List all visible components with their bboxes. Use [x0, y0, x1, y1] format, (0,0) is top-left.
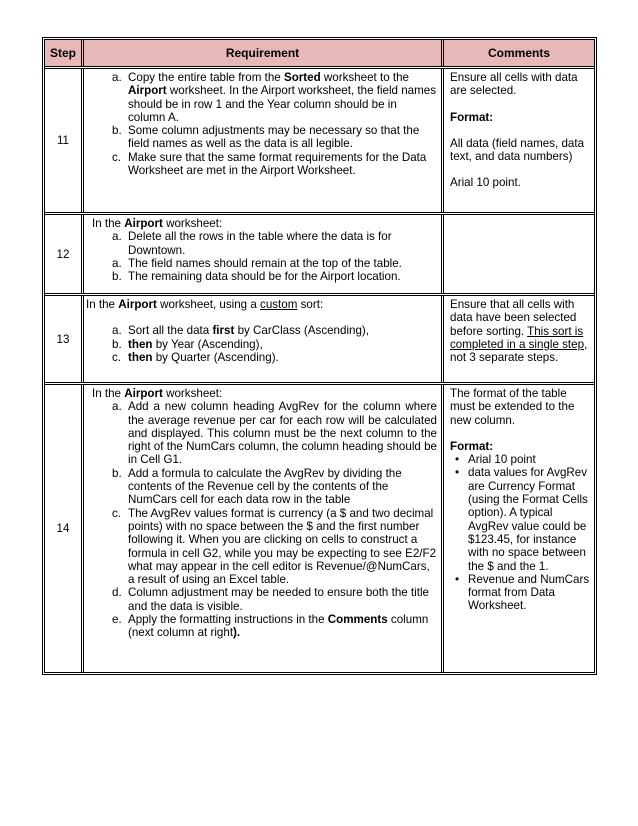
step-number: 13 [45, 296, 84, 382]
bullet-icon: • [455, 453, 460, 467]
list-item: b. Add a formula to calculate the AvgRev by dividing the contents of the Revenue cell by the contents of the NumCars cell for each data row in the table [112, 466, 402, 507]
bullet-icon: • [455, 466, 460, 480]
comment-text: All data (field names, data text, and data numbers) [450, 136, 585, 164]
comments-cell [444, 385, 594, 672]
requirement-intro: In the Airport worksheet: [92, 387, 223, 400]
comment-text: Arial 10 point. [450, 176, 521, 190]
comment-text: The format of the table must be extended to the new column. [450, 387, 575, 427]
list-item: c. then by Quarter (Ascending). [112, 350, 279, 364]
bullet-item: • data values for AvgRev are Currency Format (using the Format Cells option). A typical AvgRev value could be $123.45, for instance with no space between the $ and the 1. [455, 466, 588, 573]
bullet-item: • Arial 10 point [455, 453, 536, 467]
list-item: a. The field names should remain at the top of the table. [112, 256, 402, 270]
bullet-item: • Revenue and NumCars format from Data Worksheet. [455, 572, 590, 613]
requirements-table [42, 37, 597, 675]
requirement-intro: In the Airport worksheet: [92, 217, 223, 230]
header-comments: Comments [444, 40, 594, 66]
list-item: e. Apply the formatting instructions in the Comments column (next column at right). [112, 613, 429, 640]
list-item: a. Delete all the rows in the table where the data is for Downtown. [112, 230, 392, 257]
list-item: a. Copy the entire table from the Sorted worksheet to the Airport worksheet. In the Airport worksheet, the field names should be in row 1 and the Year column should be in column A. [112, 71, 437, 124]
table-header-row [45, 40, 594, 69]
comment-text: Ensure all cells with data are selected. [450, 71, 578, 98]
list-item: a. Sort all the data first by CarClass (Ascending), [112, 324, 370, 338]
format-label: Format: [450, 439, 494, 453]
list-item: a. Add a new column heading AvgRev for the column where the average revenue per car for each row will be calculated and displayed. This column must be the next column to the right of the NumCars column, the column heading should be in Cell G1. [112, 400, 437, 467]
format-label: Format: [450, 110, 494, 124]
requirement-cell [84, 215, 444, 293]
comment-text: Ensure that all cells with data have been selected before sorting. This sort is completed in a single step, not 3 separate steps. [450, 298, 588, 365]
list-item: b. The remaining data should be for the Airport location. [112, 270, 401, 284]
bullet-icon: • [455, 572, 460, 586]
comments-cell-empty [444, 215, 594, 293]
requirement-cell [84, 69, 444, 212]
list-item: b. then by Year (Ascending), [112, 337, 263, 351]
requirement-cell [84, 385, 444, 672]
requirement-cell [84, 296, 444, 382]
requirement-intro: In the Airport worksheet, using a custom sort: [86, 298, 324, 311]
step-number: 12 [45, 215, 84, 293]
comments-cell [444, 69, 594, 212]
table-row [45, 296, 594, 385]
step-number: 11 [45, 69, 84, 212]
list-item: d. Column adjustment may be needed to ensure both the title and the data is visible. [112, 586, 429, 613]
comments-cell [444, 296, 594, 382]
table-row [45, 385, 594, 672]
header-step: Step [45, 40, 84, 66]
list-item: b. Some column adjustments may be necessary so that the field names as well as the data is all legible. [112, 124, 420, 151]
step-number: 14 [45, 385, 84, 672]
list-item: c. Make sure that the same format requirements for the Data Worksheet are met in the Airport Worksheet. [112, 150, 427, 178]
header-requirement: Requirement [84, 40, 444, 66]
list-item: c. The AvgRev values format is currency (a $ and two decimal points) with no space between the $ and the first number following it. When you are clicking on cells to construct a formula in cell G2, while you may be expecting to see E2/F2 what may appear in the cell editor is Revenue/@NumCars, a result of using an Excel table. [112, 506, 437, 587]
table-row [45, 69, 594, 215]
table-row [45, 215, 594, 296]
